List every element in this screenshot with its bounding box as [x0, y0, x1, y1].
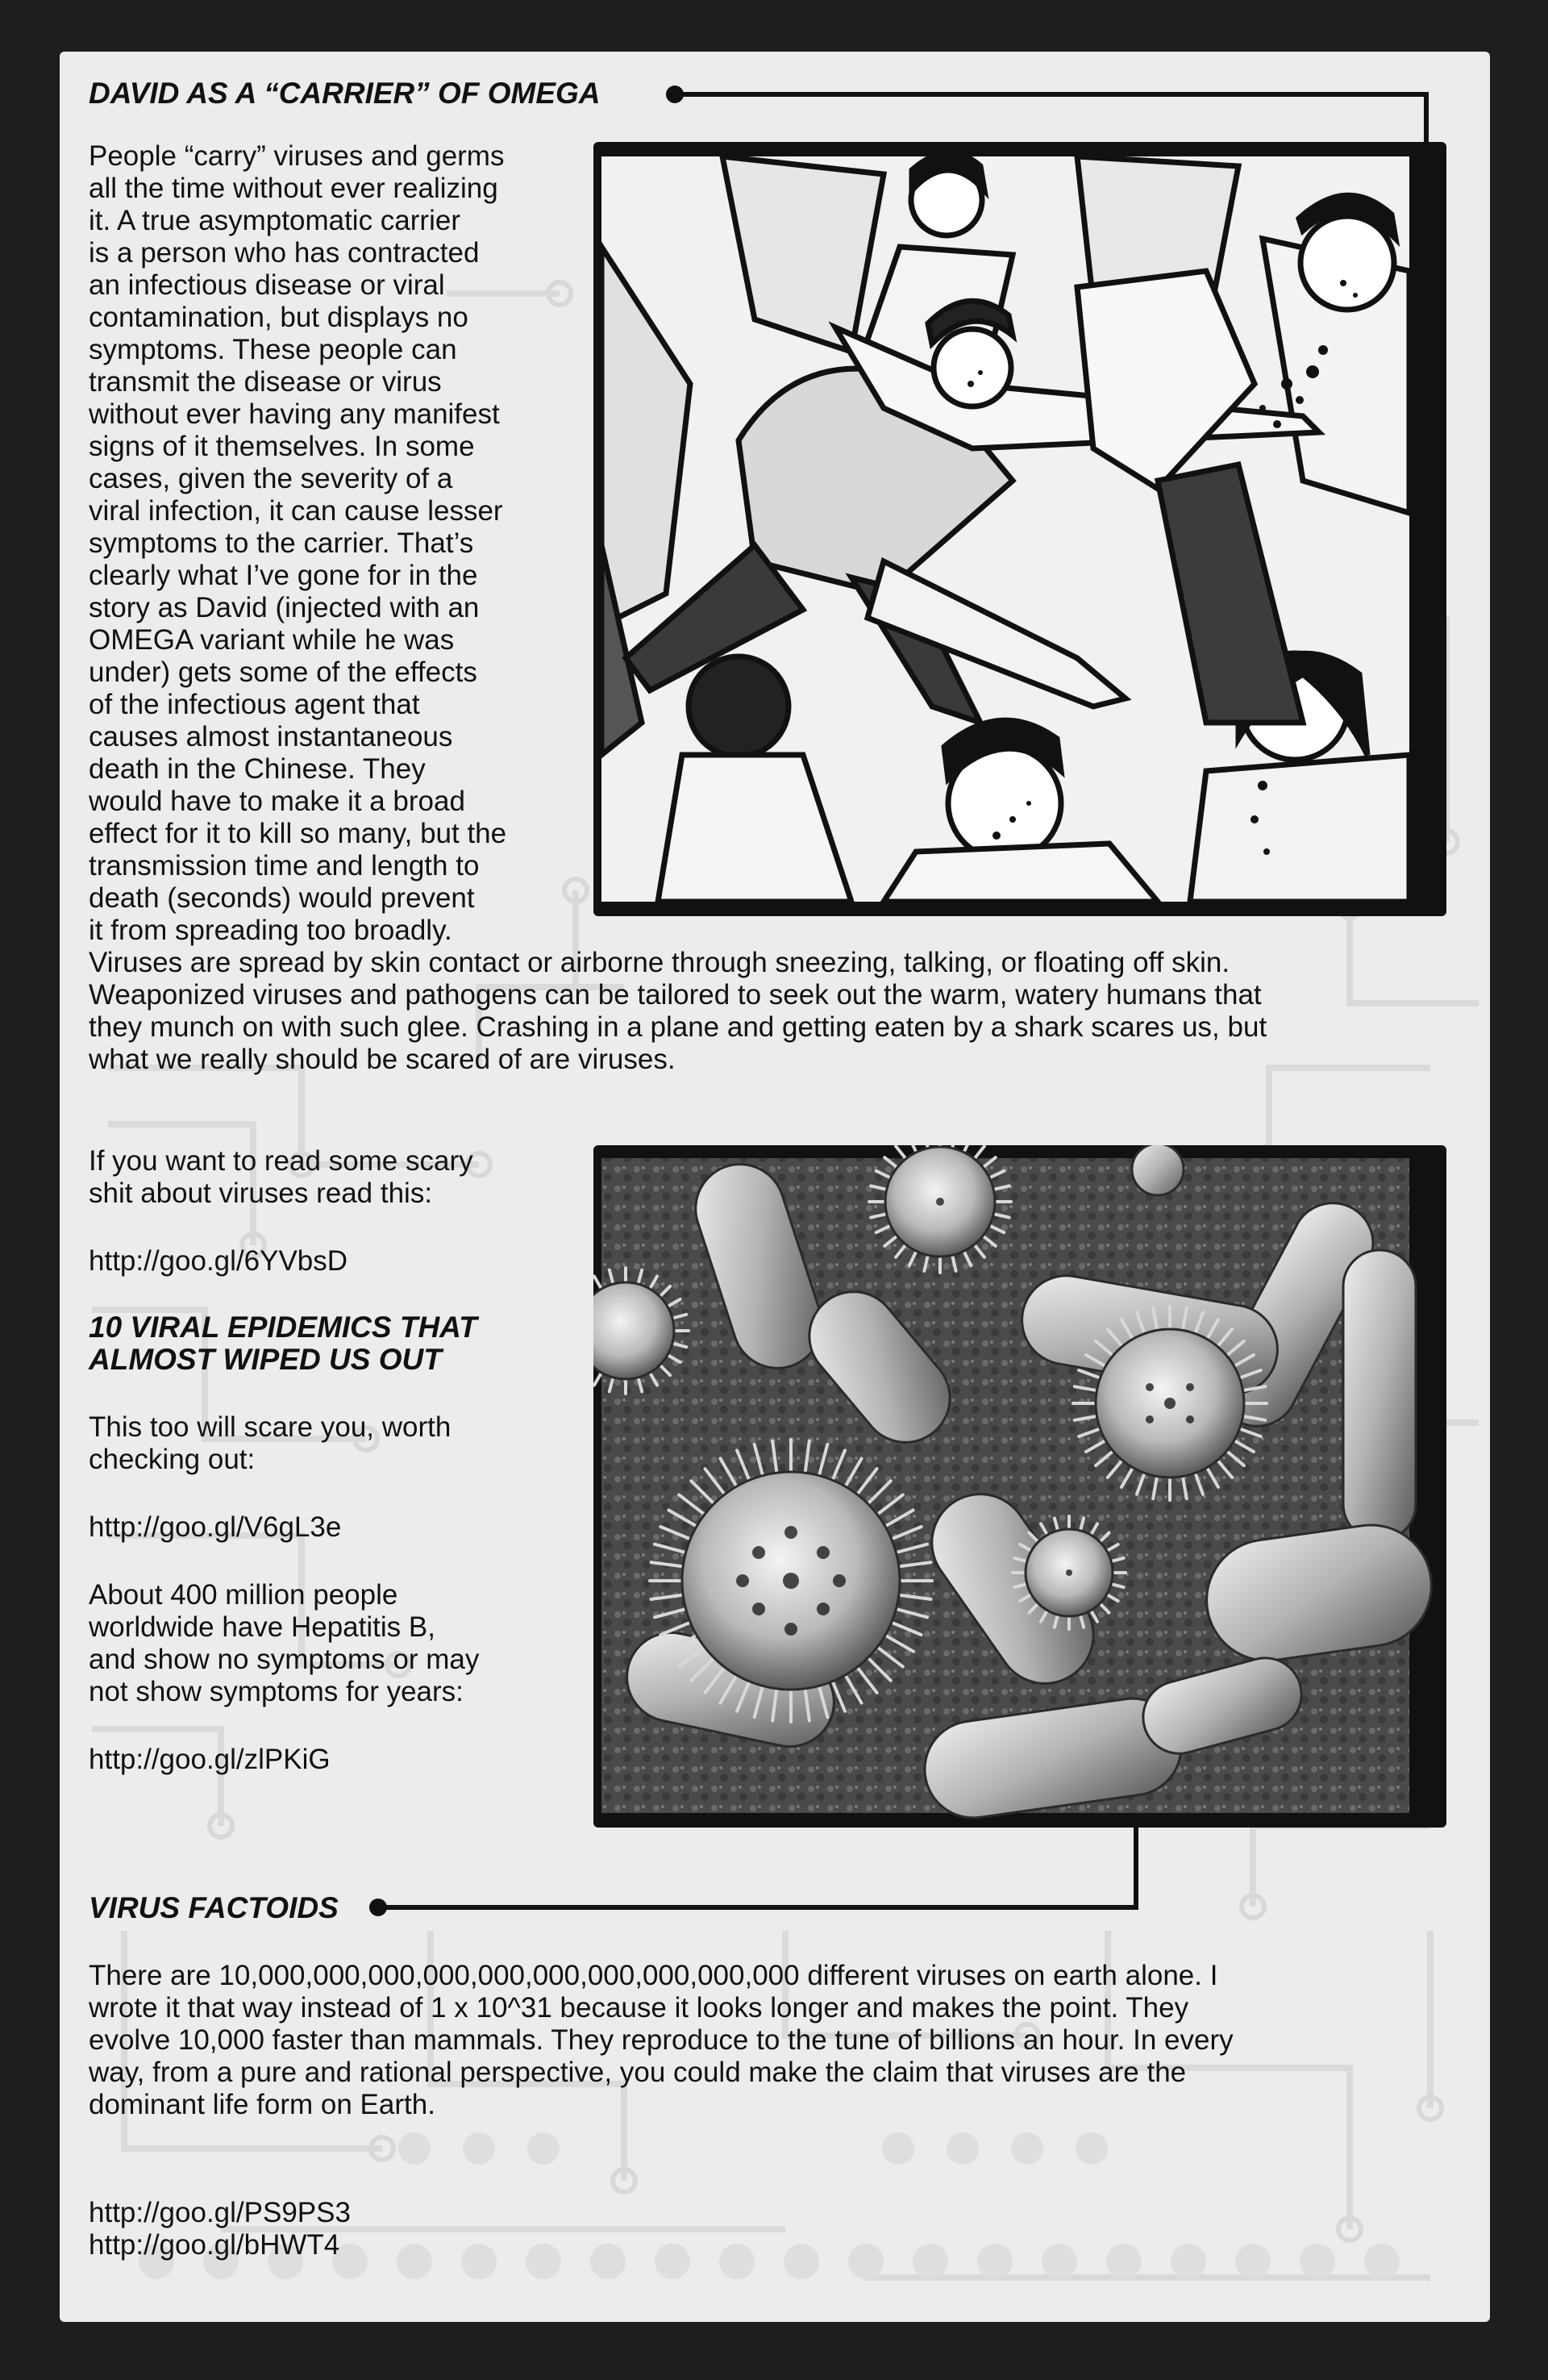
hepatitis-line: worldwide have Hepatitis B, — [89, 1611, 435, 1643]
paragraph-line: transmit the disease or virus — [89, 366, 442, 398]
epidemics-subheading: ALMOST WIPED US OUT — [89, 1343, 442, 1376]
hepatitis-line: not show symptoms for years: — [89, 1676, 464, 1707]
paragraph-line: of the infectious agent that — [89, 689, 420, 720]
scary-viruses-link[interactable]: http://goo.gl/6YVbsD — [89, 1245, 348, 1277]
paragraph-line: it from spreading too broadly. — [89, 915, 452, 946]
connector-line — [1134, 1823, 1138, 1910]
paragraph-line: death (seconds) would prevent — [89, 882, 475, 914]
paragraph-line: People “carry” viruses and germs — [89, 140, 505, 172]
section-heading-carrier: DAVID AS A “CARRIER” OF OMEGA — [89, 77, 601, 110]
paragraph-line: would have to make it a broad — [89, 786, 465, 817]
paragraph-line: symptoms. These people can — [89, 334, 457, 365]
hepatitis-line: About 400 million people — [89, 1579, 398, 1611]
paragraph-line: all the time without ever realizing — [89, 173, 498, 204]
intro-line: If you want to read some scary — [89, 1145, 473, 1177]
paragraph-line: Viruses are spread by skin contact or airborne through sneezing, talking, or floating off skin. — [89, 947, 1230, 978]
paragraph-line: evolve 10,000 faster than mammals. They reproduce to the tune of billions an hour. In every — [89, 2024, 1234, 2056]
paragraph-line: OMEGA variant while he was — [89, 624, 455, 656]
intro-line: shit about viruses read this: — [89, 1177, 433, 1209]
paragraph-line: dominant life form on Earth. — [89, 2089, 435, 2120]
paragraph-line: Weaponized viruses and pathogens can be tailored to seek out the warm, watery humans that — [89, 979, 1262, 1011]
factoid-link-1[interactable]: http://goo.gl/PS9PS3 — [89, 2197, 351, 2228]
hepatitis-line: and show no symptoms or may — [89, 1644, 480, 1675]
heading-bullet-dot — [369, 1899, 387, 1916]
paragraph-line: under) gets some of the effects — [89, 656, 477, 688]
connector-line — [379, 1905, 1138, 1910]
paragraph-line: way, from a pure and rational perspective, you could make the claim that viruses are the — [89, 2057, 1187, 2088]
paragraph-line: what we really should be scared of are viruses. — [89, 1044, 676, 1075]
paragraph-line: it. A true asymptomatic carrier — [89, 205, 460, 236]
paragraph-line: an infectious disease or viral — [89, 269, 445, 301]
paragraph-line: signs of it themselves. In some — [89, 431, 475, 462]
scare-line: This too will scare you, worth — [89, 1411, 452, 1443]
paragraph-line: is a person who has contracted — [89, 237, 480, 269]
scare-line: checking out: — [89, 1444, 256, 1475]
paragraph-line: death in the Chinese. They — [89, 753, 426, 785]
paragraph-line: contamination, but displays no — [89, 302, 468, 333]
connector-line — [1238, 92, 1429, 97]
section-heading-factoids: VIRUS FACTOIDS — [89, 1891, 339, 1924]
paragraph-line: symptoms to the carrier. That’s — [89, 527, 474, 559]
paragraph-line: transmission time and length to — [89, 850, 480, 882]
epidemics-link[interactable]: http://goo.gl/V6gL3e — [89, 1511, 342, 1543]
factoid-link-2[interactable]: http://goo.gl/bHWT4 — [89, 2229, 340, 2261]
connector-line — [674, 92, 1238, 97]
paragraph-line: There are 10,000,000,000,000,000,000,000,000,000,000 different viruses on earth alone. I — [89, 1960, 1218, 1991]
paragraph-line: without ever having any manifest — [89, 398, 500, 430]
epidemics-subheading: 10 VIRAL EPIDEMICS THAT — [89, 1311, 477, 1344]
article-page — [60, 52, 1490, 2322]
connector-line — [1424, 92, 1429, 147]
paragraph-line: cases, given the severity of a — [89, 463, 453, 494]
hepatitis-link[interactable]: http://goo.gl/zlPKiG — [89, 1744, 331, 1775]
paragraph-line: clearly what I’ve gone for in the — [89, 560, 478, 591]
paragraph-line: causes almost instantaneous — [89, 721, 453, 752]
paragraph-line: effect for it to kill so many, but the — [89, 818, 507, 849]
paragraph-line: viral infection, it can cause lesser — [89, 495, 503, 527]
paragraph-line: wrote it that way instead of 1 x 10^31 because it looks longer and makes the point. They — [89, 1992, 1189, 2024]
paragraph-line: they munch on with such glee. Crashing in a plane and getting eaten by a shark scares us, but — [89, 1011, 1267, 1043]
paragraph-line: story as David (injected with an — [89, 592, 480, 623]
zombie-crowd-illustration — [593, 142, 1446, 916]
virus-microscopy-image — [593, 1145, 1446, 1828]
